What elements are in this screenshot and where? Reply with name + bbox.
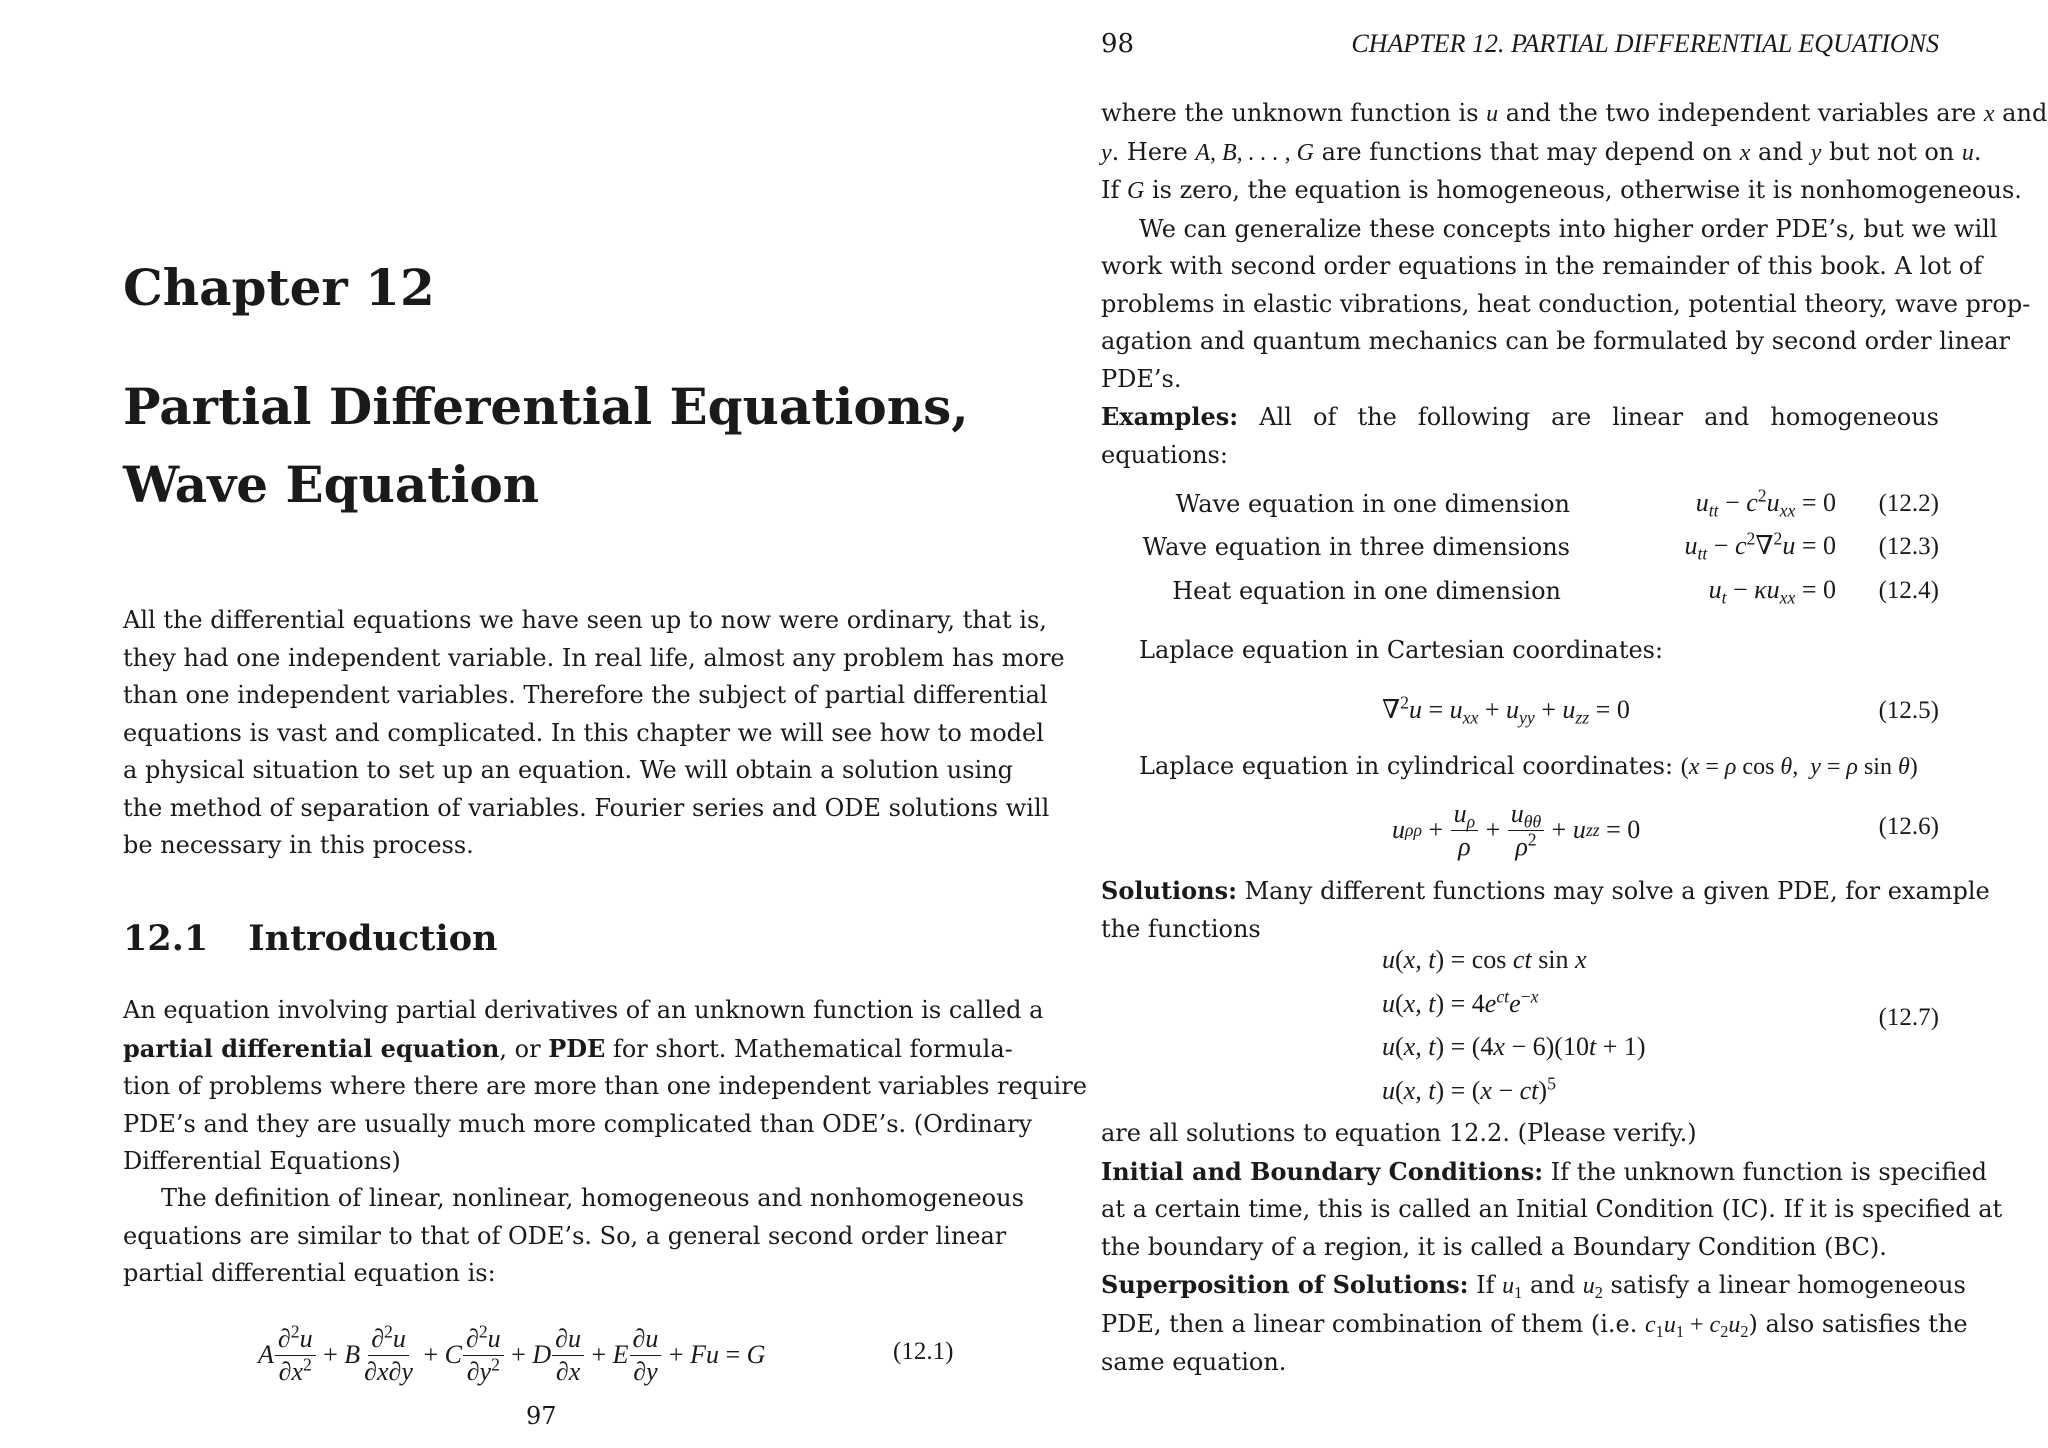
para-line: If G is zero, the equation is homogeneous, otherwise it is nonhomogeneous. (1101, 176, 2022, 204)
solutions-paragraph (1101, 872, 1990, 948)
running-header (1101, 29, 1939, 63)
equation-number-12-1: (12.1) (893, 1338, 954, 1365)
equation-12-6: u ρρ + $\frac{u_\rho}{\rho}$ + $\frac{u_{\theta\theta}}{\rho^2}$ + u zz = 0 (1392, 799, 1641, 861)
para-line: Superposition of Solutions: If $u_1$ and $u_2$ satisfy a linear homogeneous (1101, 1270, 1966, 1302)
page-number-left: 97 (526, 1402, 557, 1430)
equation-12-7-block (1382, 938, 1646, 1112)
para-line: The definition of linear, nonlinear, homogeneous and nonhomogeneous (161, 1184, 1024, 1212)
equation-label: Wave equation in three dimensions (1142, 533, 1570, 561)
para-line: An equation involving partial derivatives of an unknown function is called a (123, 996, 1044, 1024)
chapter-title-line2: Wave Equation (123, 455, 540, 514)
para-line: Solutions: Many different functions may solve a given PDE, for example (1101, 876, 1990, 905)
solution-2: u(x, $t) = 4e^{ct}e^{-x}$ (1382, 985, 1539, 1018)
chapter-label: Chapter 12 (123, 258, 435, 317)
equation-label: Heat equation in one dimension (1172, 577, 1561, 605)
equation-expression: $u_t - \kappa u_{xx} = 0$ (1708, 575, 1836, 608)
intro-line: equations is vast and complicated. In this chapter we will see how to model (123, 718, 1044, 747)
para-line: y. Here A, B, . . . , G are functions that may depend on x and y but not on u. (1101, 137, 1982, 166)
intro-paragraph-1 (123, 992, 1087, 1181)
superposition-label: Superposition of Solutions: (1101, 1270, 1469, 1299)
intro-line: All the differential equations we have seen up to now were ordinary, that is, (123, 606, 1047, 634)
equation-12-3-row (1024, 528, 2048, 569)
intro-paragraph-2 (123, 1180, 1024, 1293)
laplace-cartesian-label: Laplace equation in Cartesian coordinates: (1139, 636, 1664, 664)
equation-expression: $u_{tt} - c^2\nabla^2u = 0$ (1684, 528, 1836, 564)
para-line: the functions (1101, 914, 1261, 943)
chapter-title-line1: Partial Differential Equations, (123, 377, 969, 436)
intro-line: than one independent variables. Therefore the subject of partial differential (123, 681, 1048, 709)
para-line: partial differential equation, or PDE for short. Mathematical formula- (123, 1033, 1013, 1063)
para-line: are all solutions to equation 12.2. (Please verify.) (1101, 1119, 1697, 1147)
para-line: Initial and Boundary Conditions: If the unknown function is specified (1101, 1156, 1987, 1186)
equation-number: (12.4) (1878, 577, 1939, 604)
conditions-paragraph (1101, 1115, 2003, 1382)
para-line: at a certain time, this is called an Initial Condition (IC). If it is specified at (1101, 1195, 2003, 1223)
laplace-cylindrical-label: Laplace equation in cylindrical coordinates: (x = ρ cos θ, y = ρ sin θ) (1139, 752, 1918, 780)
equation-number-12-7: (12.7) (1878, 1004, 1939, 1031)
intro-line: a physical situation to set up an equation. We will obtain a solution using (123, 756, 1014, 784)
right-page (1024, 0, 2048, 1448)
para-line: partial differential equation is: (123, 1259, 496, 1287)
section-title: Introduction (248, 918, 498, 959)
section-number: 12.1 (123, 918, 209, 959)
equation-number-12-6: (12.6) (1878, 813, 1939, 840)
para-line: PDE, then a linear combination of them (i.e. $c_1u_1 + c_2u_2$) also satisfies the (1101, 1309, 1968, 1341)
solution-4: u(x, t) = (x − ct)$^5$ (1382, 1072, 1556, 1105)
header-chapter-title: CHAPTER 12. PARTIAL DIFFERENTIAL EQUATIONS (1351, 29, 1939, 58)
term-pde: PDE (548, 1033, 606, 1063)
equation-12-4-row (1024, 577, 2048, 613)
chapter-intro-paragraph (123, 602, 1065, 865)
equation-number: (12.2) (1878, 490, 1939, 517)
para-line: Differential Equations) (123, 1147, 401, 1175)
equation-number: (12.3) (1878, 533, 1939, 560)
para-line: work with second order equations in the remainder of this book. A lot of (1101, 252, 1983, 280)
para-line: same equation. (1101, 1348, 1287, 1376)
intro-line: be necessary in this process. (123, 831, 474, 859)
examples-label: Examples: (1101, 402, 1239, 431)
equation-12-2-row (1024, 485, 2048, 526)
para-line: agation and quantum mechanics can be formulated by second order linear (1101, 327, 2011, 355)
equation-label: Wave equation in one dimension (1175, 490, 1570, 518)
equation-expression: $u_{tt} - c^2u_{xx} = 0$ (1695, 485, 1836, 521)
para-line: where the unknown function is u and the two independent variables are x and (1101, 99, 2048, 127)
intro-line: the method of separation of variables. Fourier series and ODE solutions will (123, 793, 1050, 822)
para-line: equations are similar to that of ODE’s. So, a general second order linear (123, 1221, 1007, 1250)
para-line: We can generalize these concepts into higher order PDE’s, but we will (1139, 214, 1998, 243)
equation-number-12-5: (12.5) (1878, 697, 1939, 724)
section-heading (123, 918, 498, 960)
para-line: problems in elastic vibrations, heat conduction, potential theory, wave prop- (1101, 289, 2031, 318)
equation-12-5: $\nabla^2u = u_{xx} + u_{yy} + u_{zz} = 0$ (1382, 692, 1630, 728)
term-pde-full: partial differential equation (123, 1033, 500, 1063)
solution-3: u(x, t) = (4x − 6)(10t + 1) (1382, 1032, 1646, 1061)
para-line: tion of problems where there are more than one independent variables require (123, 1072, 1087, 1100)
intro-line: they had one independent variable. In real life, almost any problem has more (123, 643, 1065, 672)
para-line: PDE’s. (1101, 364, 1182, 393)
solution-1: u(x, t) = cos ct sin x (1382, 945, 1587, 974)
examples-line: Examples: All of the following are linear and homogeneous equations: (1101, 402, 1939, 469)
equation-12-1: A $\frac{\partial^2u}{\partial x^2}$ + B $\frac{\partial^2u}{\partial x\partial y}$ + C $\frac{\partial^2u}{\partial y^2}$ + D $\frac{\partial u}{\partial x}$ + E $\frac{\partial u}{\partial y}$ + Fu = G (258, 1321, 766, 1386)
header-page-number: 98 (1101, 29, 1135, 59)
para-line: the boundary of a region, it is called a Boundary Condition (BC). (1101, 1232, 1887, 1261)
para-line: PDE’s and they are usually much more complicated than ODE’s. (Ordinary (123, 1109, 1033, 1138)
pde-definition-paragraph (1101, 95, 2048, 474)
ibc-label: Initial and Boundary Conditions: (1101, 1156, 1544, 1186)
solutions-label: Solutions: (1101, 876, 1237, 905)
